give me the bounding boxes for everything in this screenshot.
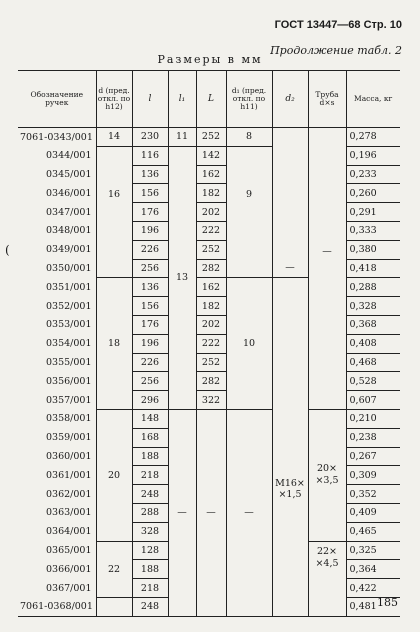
l-value: 156 bbox=[132, 297, 168, 316]
d-value: 14 bbox=[96, 128, 132, 147]
mass-value: 0,328 bbox=[346, 297, 400, 316]
L-value: 162 bbox=[196, 278, 226, 297]
l-value: 176 bbox=[132, 315, 168, 334]
l-value: 188 bbox=[132, 447, 168, 466]
table-row bbox=[18, 409, 400, 428]
l-value: 248 bbox=[132, 485, 168, 504]
l-value: 256 bbox=[132, 372, 168, 391]
row-designation: 0360/001 bbox=[18, 447, 96, 466]
col-d1: d₁ (пред. откл. по h11) bbox=[226, 71, 272, 128]
col-L: L bbox=[196, 71, 226, 128]
tube-wall: ×4,5 bbox=[315, 557, 339, 569]
mass-value: 0,210 bbox=[346, 409, 400, 428]
mass-value: 0,325 bbox=[346, 541, 400, 560]
row-designation: 0359/001 bbox=[18, 428, 96, 447]
row-designation: 0349/001 bbox=[18, 240, 96, 259]
standard-header: ГОСТ 13447—68 Стр. 10 bbox=[274, 19, 402, 31]
d2-thread-pitch: ×1,5 bbox=[278, 489, 302, 501]
l-value: 148 bbox=[132, 409, 168, 428]
L-value: 282 bbox=[196, 259, 226, 278]
row-designation: 0357/001 bbox=[18, 391, 96, 410]
l1-value: — bbox=[168, 409, 196, 616]
row-designation: 0354/001 bbox=[18, 334, 96, 353]
mass-value: 0,607 bbox=[346, 391, 400, 410]
l-value: 136 bbox=[132, 165, 168, 184]
d1-value: 9 bbox=[226, 146, 272, 278]
l-value: 176 bbox=[132, 203, 168, 222]
d1-value: — bbox=[226, 409, 272, 616]
mass-value: 0,465 bbox=[346, 522, 400, 541]
mass-value: 0,528 bbox=[346, 372, 400, 391]
col-designation: Обозначение ручек bbox=[18, 71, 96, 128]
d2-value: — bbox=[272, 128, 308, 278]
d2-value bbox=[272, 278, 308, 616]
col-d: d (пред. откл. по h12) bbox=[96, 71, 132, 128]
l-value: 248 bbox=[132, 597, 168, 616]
l-value: 230 bbox=[132, 128, 168, 147]
mass-value: 0,364 bbox=[346, 560, 400, 579]
l1-value: 13 bbox=[168, 146, 196, 409]
row-designation: 0350/001 bbox=[18, 259, 96, 278]
row-designation: 0367/001 bbox=[18, 579, 96, 598]
mass-value: 0,233 bbox=[346, 165, 400, 184]
l-value: 218 bbox=[132, 466, 168, 485]
row-designation: 0353/001 bbox=[18, 315, 96, 334]
d-value bbox=[96, 597, 132, 616]
tube-wall: ×3,5 bbox=[315, 475, 339, 487]
table-row bbox=[18, 128, 400, 147]
table-continuation: Продолжение табл. 2 bbox=[270, 44, 402, 57]
margin-mark: ( bbox=[5, 243, 10, 257]
mass-value: 0,278 bbox=[346, 128, 400, 147]
l-value: 196 bbox=[132, 221, 168, 240]
tube-diameter: 22× bbox=[316, 545, 338, 557]
handles-table bbox=[18, 70, 400, 617]
l-value: 328 bbox=[132, 522, 168, 541]
L-value: 202 bbox=[196, 203, 226, 222]
row-designation: 0351/001 bbox=[18, 278, 96, 297]
row-designation: 0361/001 bbox=[18, 466, 96, 485]
L-value: — bbox=[196, 409, 226, 616]
mass-value: 0,368 bbox=[346, 315, 400, 334]
l-value: 188 bbox=[132, 560, 168, 579]
l-value: 168 bbox=[132, 428, 168, 447]
l-value: 136 bbox=[132, 278, 168, 297]
row-designation: 0356/001 bbox=[18, 372, 96, 391]
row-designation: 0365/001 bbox=[18, 541, 96, 560]
mass-value: 0,481 bbox=[346, 597, 400, 616]
row-designation: 0348/001 bbox=[18, 221, 96, 240]
d-value: 22 bbox=[96, 541, 132, 597]
d-value: 20 bbox=[96, 409, 132, 541]
mass-value: 0,196 bbox=[346, 146, 400, 165]
row-designation: 0352/001 bbox=[18, 297, 96, 316]
d2-thread-size: M16× bbox=[275, 478, 305, 490]
l1-value: 11 bbox=[168, 128, 196, 147]
l-value: 196 bbox=[132, 334, 168, 353]
mass-value: 0,352 bbox=[346, 485, 400, 504]
mass-value: 0,418 bbox=[346, 259, 400, 278]
d1-value: 8 bbox=[226, 128, 272, 147]
mass-value: 0,333 bbox=[346, 221, 400, 240]
mass-value: 0,408 bbox=[346, 334, 400, 353]
d1-value: 10 bbox=[226, 278, 272, 410]
L-value: 182 bbox=[196, 184, 226, 203]
row-designation: 0345/001 bbox=[18, 165, 96, 184]
tube-value: — bbox=[308, 128, 346, 410]
mass-value: 0,422 bbox=[346, 579, 400, 598]
L-value: 252 bbox=[196, 128, 226, 147]
l-value: 226 bbox=[132, 240, 168, 259]
mass-value: 0,409 bbox=[346, 503, 400, 522]
l-value: 116 bbox=[132, 146, 168, 165]
l-value: 256 bbox=[132, 259, 168, 278]
L-value: 222 bbox=[196, 221, 226, 240]
l-value: 288 bbox=[132, 503, 168, 522]
mass-value: 0,309 bbox=[346, 466, 400, 485]
l-value: 218 bbox=[132, 579, 168, 598]
L-value: 252 bbox=[196, 240, 226, 259]
col-l: l bbox=[132, 71, 168, 128]
L-value: 222 bbox=[196, 334, 226, 353]
col-l1: l₁ bbox=[168, 71, 196, 128]
row-designation: 0355/001 bbox=[18, 353, 96, 372]
L-value: 202 bbox=[196, 315, 226, 334]
l-value: 296 bbox=[132, 391, 168, 410]
l-value: 226 bbox=[132, 353, 168, 372]
tube-value bbox=[308, 409, 346, 541]
row-designation: 7061-0368/001 bbox=[18, 597, 96, 616]
tube-value bbox=[308, 541, 346, 616]
row-designation: 7061-0343/001 bbox=[18, 128, 96, 147]
page-number: 185 bbox=[377, 596, 398, 609]
mass-value: 0,288 bbox=[346, 278, 400, 297]
L-value: 252 bbox=[196, 353, 226, 372]
row-designation: 0362/001 bbox=[18, 485, 96, 504]
header-row bbox=[18, 71, 400, 128]
l-value: 128 bbox=[132, 541, 168, 560]
row-designation: 0344/001 bbox=[18, 146, 96, 165]
dimensions-title: Размеры в мм bbox=[157, 53, 263, 66]
row-designation: 0358/001 bbox=[18, 409, 96, 428]
row-designation: 0363/001 bbox=[18, 503, 96, 522]
mass-value: 0,260 bbox=[346, 184, 400, 203]
mass-value: 0,380 bbox=[346, 240, 400, 259]
mass-value: 0,238 bbox=[346, 428, 400, 447]
d-value: 16 bbox=[96, 146, 132, 278]
row-designation: 0346/001 bbox=[18, 184, 96, 203]
col-d2: d₂ bbox=[272, 71, 308, 128]
l-value: 156 bbox=[132, 184, 168, 203]
L-value: 282 bbox=[196, 372, 226, 391]
L-value: 162 bbox=[196, 165, 226, 184]
col-mass: Масса, кг bbox=[346, 71, 400, 128]
row-designation: 0364/001 bbox=[18, 522, 96, 541]
row-designation: 0347/001 bbox=[18, 203, 96, 222]
mass-value: 0,468 bbox=[346, 353, 400, 372]
L-value: 142 bbox=[196, 146, 226, 165]
col-tube: Труба d×s bbox=[308, 71, 346, 128]
d-value: 18 bbox=[96, 278, 132, 410]
L-value: 182 bbox=[196, 297, 226, 316]
row-designation: 0366/001 bbox=[18, 560, 96, 579]
mass-value: 0,267 bbox=[346, 447, 400, 466]
mass-value: 0,291 bbox=[346, 203, 400, 222]
L-value: 322 bbox=[196, 391, 226, 410]
tube-diameter: 20× bbox=[316, 463, 338, 475]
